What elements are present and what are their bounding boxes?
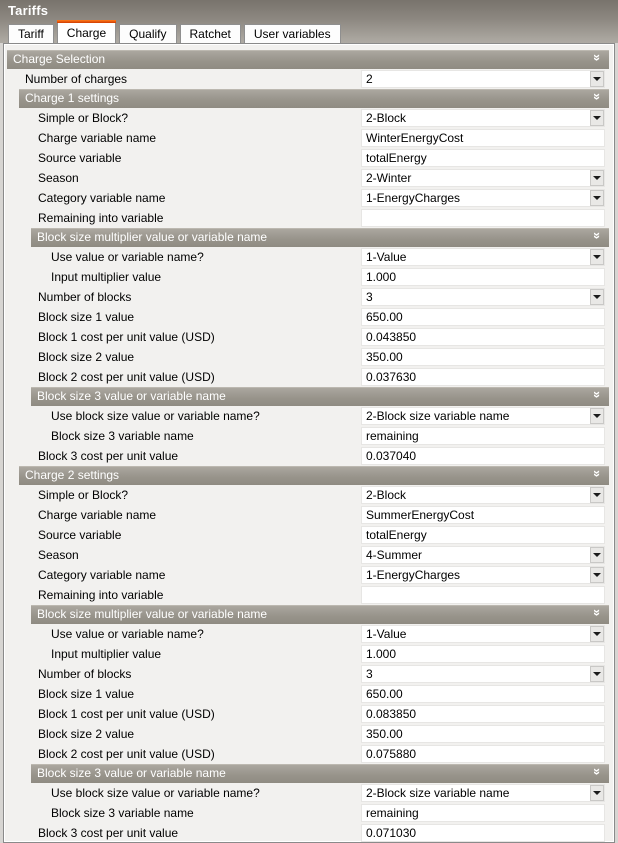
property-text-input[interactable]: 1.000 (361, 268, 605, 286)
property-label: Input multiplier value (51, 647, 162, 661)
dropdown-button[interactable] (590, 785, 604, 801)
collapse-section-icon: » (590, 54, 605, 62)
tab-qualify[interactable]: Qualify (119, 24, 176, 43)
dropdown-arrow-icon (593, 77, 601, 81)
property-row (4, 585, 614, 605)
property-label: Remaining into variable (38, 211, 164, 225)
section-title: Block size multiplier value or variable name (37, 607, 268, 621)
property-row (4, 744, 614, 764)
property-text-input[interactable]: 350.00 (361, 725, 605, 743)
property-text-input[interactable]: 0.075880 (361, 745, 605, 763)
property-text-input[interactable]: WinterEnergyCost (361, 129, 605, 147)
section-title: Block size 3 value or variable name (37, 766, 226, 780)
property-dropdown[interactable]: 2-Block (361, 109, 605, 127)
property-label: Use block size value or variable name? (51, 786, 260, 800)
tab-ratchet[interactable]: Ratchet (180, 24, 241, 43)
property-row (4, 267, 614, 287)
property-text-input[interactable]: totalEnergy (361, 149, 605, 167)
property-label: Simple or Block? (38, 111, 129, 125)
property-row (4, 108, 614, 128)
collapse-section-icon: » (590, 470, 605, 478)
property-label: Block size 1 value (38, 310, 135, 324)
property-label: Block size 1 value (38, 687, 135, 701)
property-dropdown[interactable]: 2-Block size variable name (361, 784, 605, 802)
property-label: Block 2 cost per unit value (USD) (38, 747, 215, 761)
property-dropdown[interactable]: 2 (361, 70, 605, 88)
property-grid (3, 43, 615, 843)
property-row (4, 69, 614, 89)
property-text-input[interactable]: 350.00 (361, 348, 605, 366)
tab-tariff[interactable]: Tariff (8, 24, 54, 43)
property-label: Season (38, 171, 79, 185)
section-title: Charge 1 settings (25, 91, 120, 105)
property-label: Number of blocks (38, 290, 132, 304)
property-label: Charge variable name (38, 508, 157, 522)
property-label: Use block size value or variable name? (51, 409, 260, 423)
property-row (4, 367, 614, 387)
section-title: Charge 2 settings (25, 468, 120, 482)
dropdown-arrow-icon (593, 791, 601, 795)
property-row (4, 664, 614, 684)
property-label: Charge variable name (38, 131, 157, 145)
dropdown-arrow-icon (593, 295, 601, 299)
property-text-input[interactable]: 1.000 (361, 645, 605, 663)
property-text-input[interactable]: 0.037040 (361, 447, 605, 465)
property-label: Block size 3 variable name (51, 429, 194, 443)
property-text-input[interactable]: 650.00 (361, 685, 605, 703)
dropdown-arrow-icon (593, 493, 601, 497)
property-row (4, 188, 614, 208)
dropdown-button[interactable] (590, 249, 604, 265)
property-label: Block 1 cost per unit value (USD) (38, 330, 215, 344)
section-header[interactable] (31, 228, 609, 247)
property-text-input[interactable]: totalEnergy (361, 526, 605, 544)
dropdown-arrow-icon (593, 116, 601, 120)
property-label: Block 2 cost per unit value (USD) (38, 370, 215, 384)
property-row (4, 545, 614, 565)
property-row (4, 128, 614, 148)
section-header[interactable] (31, 764, 609, 783)
property-text-input[interactable]: 0.083850 (361, 705, 605, 723)
dropdown-arrow-icon (593, 255, 601, 259)
property-label: Season (38, 548, 79, 562)
property-dropdown[interactable]: 2-Winter (361, 169, 605, 187)
property-label: Block size 3 variable name (51, 806, 194, 820)
property-row (4, 644, 614, 664)
dropdown-arrow-icon (593, 632, 601, 636)
collapse-section-icon: » (590, 768, 605, 776)
property-row (4, 724, 614, 744)
property-dropdown[interactable]: 3 (361, 288, 605, 306)
dropdown-button[interactable] (590, 547, 604, 563)
dropdown-button[interactable] (590, 110, 604, 126)
property-label: Block size 2 value (38, 350, 135, 364)
property-row (4, 168, 614, 188)
dropdown-button[interactable] (590, 487, 604, 503)
dropdown-arrow-icon (593, 414, 601, 418)
property-row (4, 565, 614, 585)
dropdown-button[interactable] (590, 408, 604, 424)
property-dropdown[interactable]: 2-Block (361, 486, 605, 504)
property-label: Category variable name (38, 568, 166, 582)
section-header[interactable] (31, 605, 609, 624)
property-row (4, 525, 614, 545)
property-label: Number of charges (25, 72, 128, 86)
property-row (4, 783, 614, 803)
property-text-input[interactable]: remaining (361, 804, 605, 822)
collapse-section-icon: » (590, 609, 605, 617)
collapse-section-icon: » (590, 232, 605, 240)
property-row (4, 426, 614, 446)
property-row (4, 307, 614, 327)
dropdown-arrow-icon (593, 672, 601, 676)
dropdown-arrow-icon (593, 553, 601, 557)
tab-strip (8, 20, 341, 43)
property-dropdown[interactable]: 2-Block size variable name (361, 407, 605, 425)
property-label: Source variable (38, 151, 122, 165)
property-label: Block size 2 value (38, 727, 135, 741)
tab-charge[interactable]: Charge (57, 20, 116, 43)
property-label: Block 3 cost per unit value (38, 826, 179, 840)
property-label: Number of blocks (38, 667, 132, 681)
property-label: Category variable name (38, 191, 166, 205)
property-dropdown[interactable]: 3 (361, 665, 605, 683)
property-text-input[interactable]: 0.043850 (361, 328, 605, 346)
dropdown-arrow-icon (593, 176, 601, 180)
dropdown-arrow-icon (593, 573, 601, 577)
property-label: Use value or variable name? (51, 627, 204, 641)
section-header[interactable] (31, 387, 609, 406)
property-row (4, 704, 614, 724)
property-text-input[interactable]: SummerEnergyCost (361, 506, 605, 524)
property-text-input[interactable]: 650.00 (361, 308, 605, 326)
section-title: Charge Selection (13, 52, 106, 66)
property-row (4, 208, 614, 228)
property-label: Simple or Block? (38, 488, 129, 502)
property-dropdown[interactable]: 1-Value (361, 248, 605, 266)
property-label: Block 3 cost per unit value (38, 449, 179, 463)
property-dropdown[interactable]: 1-EnergyCharges (361, 189, 605, 207)
dropdown-arrow-icon (593, 196, 601, 200)
section-header[interactable] (19, 466, 609, 485)
dropdown-button[interactable] (590, 289, 604, 305)
property-row (4, 148, 614, 168)
section-title: Block size multiplier value or variable name (37, 230, 268, 244)
property-label: Source variable (38, 528, 122, 542)
property-row (4, 406, 614, 426)
dropdown-button[interactable] (590, 567, 604, 583)
property-text-input[interactable]: remaining (361, 427, 605, 445)
property-text-input[interactable]: 0.071030 (361, 824, 605, 842)
collapse-section-icon: » (590, 391, 605, 399)
property-dropdown[interactable]: 1-Value (361, 625, 605, 643)
property-row (4, 347, 614, 367)
property-row (4, 446, 614, 466)
property-label: Use value or variable name? (51, 250, 204, 264)
tab-user-variables[interactable]: User variables (244, 24, 341, 43)
dropdown-button[interactable] (590, 666, 604, 682)
section-header[interactable] (19, 89, 609, 108)
property-text-input[interactable] (361, 209, 605, 227)
property-row (4, 823, 614, 843)
property-row (4, 247, 614, 267)
dropdown-button[interactable] (590, 71, 604, 87)
dropdown-button[interactable] (590, 626, 604, 642)
property-label: Block 1 cost per unit value (USD) (38, 707, 215, 721)
property-text-input[interactable] (361, 586, 605, 604)
collapse-section-icon: » (590, 93, 605, 101)
property-row (4, 624, 614, 644)
property-row (4, 803, 614, 823)
property-row (4, 287, 614, 307)
dropdown-button[interactable] (590, 170, 604, 186)
property-text-input[interactable]: 0.037630 (361, 368, 605, 386)
section-header[interactable] (7, 50, 609, 69)
title-bar (0, 0, 618, 43)
property-label: Remaining into variable (38, 588, 164, 602)
property-row (4, 485, 614, 505)
section-title: Block size 3 value or variable name (37, 389, 226, 403)
property-label: Input multiplier value (51, 270, 162, 284)
property-row (4, 505, 614, 525)
property-row (4, 327, 614, 347)
page-title: Tariffs (8, 3, 49, 18)
property-dropdown[interactable]: 1-EnergyCharges (361, 566, 605, 584)
property-dropdown[interactable]: 4-Summer (361, 546, 605, 564)
dropdown-button[interactable] (590, 190, 604, 206)
property-row (4, 684, 614, 704)
